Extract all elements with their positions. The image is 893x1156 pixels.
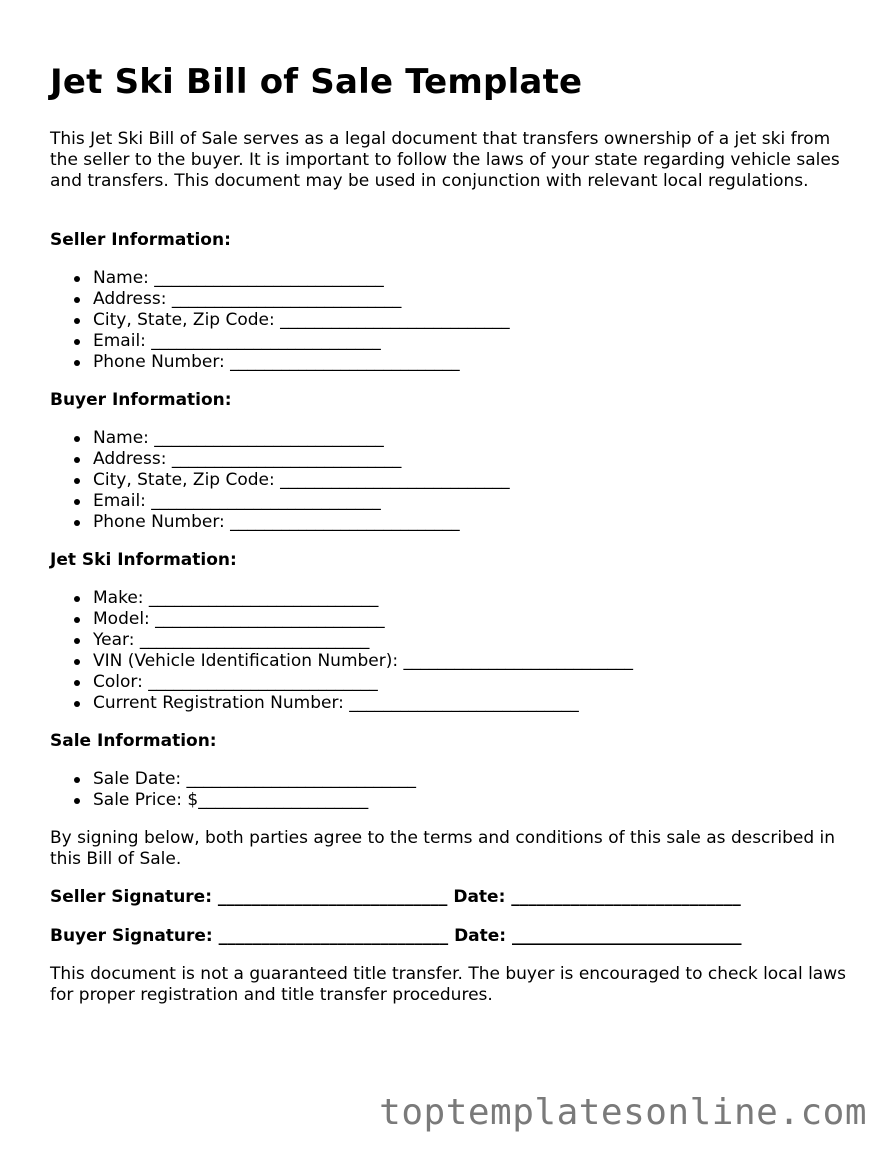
disclaimer-paragraph: This document is not a guaranteed title transfer. The buyer is encouraged to check local laws for proper registration and title transfer procedures. — [50, 964, 846, 1005]
seller-phone-field: Phone Number: ___________________________ — [74, 352, 510, 373]
seller-field-list — [74, 268, 510, 373]
buyer-city-field: City, State, Zip Code: ___________________________ — [74, 470, 510, 491]
bullet-icon — [74, 339, 80, 345]
jetski-color-field: Color: ___________________________ — [74, 672, 633, 693]
jetski-section-heading: Jet Ski Information: — [50, 550, 237, 570]
bullet-icon — [74, 701, 80, 707]
buyer-signature-line: Buyer Signature: ___________________________ Date: ___________________________ — [50, 926, 742, 946]
sale-price-field: Sale Price: $____________________ — [74, 790, 416, 811]
bullet-icon — [74, 680, 80, 686]
bullet-icon — [74, 457, 80, 463]
buyer-section-heading: Buyer Information: — [50, 390, 232, 410]
bullet-icon — [74, 499, 80, 505]
bullet-icon — [74, 798, 80, 804]
seller-address-field: Address: ___________________________ — [74, 289, 510, 310]
buyer-name-field: Name: ___________________________ — [74, 428, 510, 449]
intro-paragraph: This Jet Ski Bill of Sale serves as a legal document that transfers ownership of a jet ski from the seller to the buyer. It is important to follow the laws of your state regarding vehicle sales and transfers. This document may be used in conjunction with relevant local regulations. — [50, 129, 840, 191]
bullet-icon — [74, 596, 80, 602]
buyer-email-field: Email: ___________________________ — [74, 491, 510, 512]
bullet-icon — [74, 436, 80, 442]
seller-signature-line: Seller Signature: ___________________________ Date: ___________________________ — [50, 887, 741, 907]
sale-date-field: Sale Date: ___________________________ — [74, 769, 416, 790]
agreement-paragraph: By signing below, both parties agree to the terms and conditions of this sale as described in this Bill of Sale. — [50, 828, 836, 869]
seller-city-field: City, State, Zip Code: ___________________________ — [74, 310, 510, 331]
jetski-registration-field: Current Registration Number: ___________________________ — [74, 693, 633, 714]
bullet-icon — [74, 638, 80, 644]
bullet-icon — [74, 617, 80, 623]
bullet-icon — [74, 520, 80, 526]
jetski-make-field: Make: ___________________________ — [74, 588, 633, 609]
buyer-phone-field: Phone Number: ___________________________ — [74, 512, 510, 533]
bullet-icon — [74, 777, 80, 783]
bullet-icon — [74, 276, 80, 282]
buyer-field-list — [74, 428, 510, 533]
site-watermark: toptemplatesonline.com — [379, 1092, 867, 1133]
jetski-model-field: Model: ___________________________ — [74, 609, 633, 630]
seller-name-field: Name: ___________________________ — [74, 268, 510, 289]
sale-section-heading: Sale Information: — [50, 731, 217, 751]
seller-email-field: Email: ___________________________ — [74, 331, 510, 352]
bullet-icon — [74, 659, 80, 665]
bullet-icon — [74, 360, 80, 366]
bullet-icon — [74, 318, 80, 324]
sale-field-list — [74, 769, 416, 811]
seller-section-heading: Seller Information: — [50, 230, 231, 250]
jetski-field-list — [74, 588, 633, 714]
jetski-vin-field: VIN (Vehicle Identification Number): ___________________________ — [74, 651, 633, 672]
buyer-address-field: Address: ___________________________ — [74, 449, 510, 470]
bullet-icon — [74, 297, 80, 303]
document-title: Jet Ski Bill of Sale Template — [50, 62, 583, 102]
jetski-year-field: Year: ___________________________ — [74, 630, 633, 651]
bullet-icon — [74, 478, 80, 484]
